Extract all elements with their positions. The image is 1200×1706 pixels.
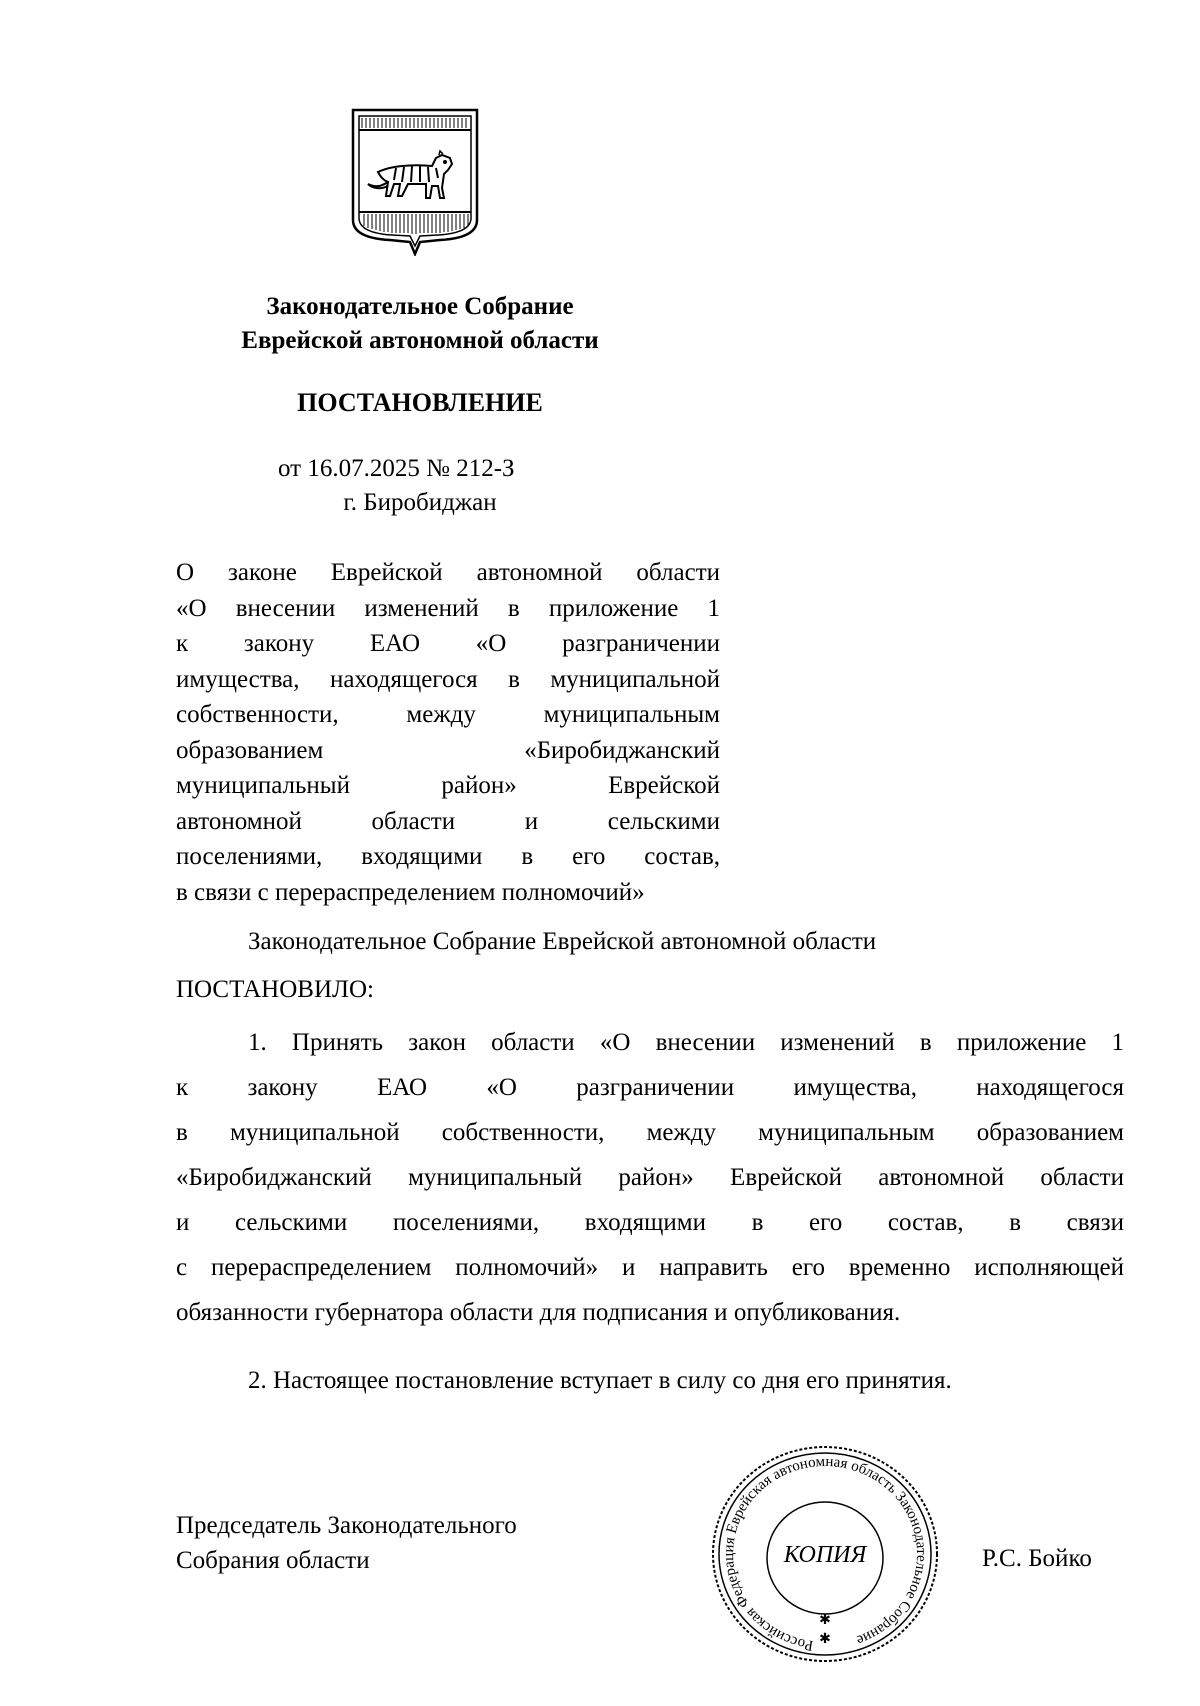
- signatory-title-line-1: Председатель Законодательного: [176, 1512, 517, 1539]
- title-line: муниципальный район» Еврейской: [176, 772, 720, 799]
- seal-star-icon: ✱: [819, 1613, 831, 1628]
- signatory-name: Р.С. Бойко: [982, 1545, 1092, 1572]
- point-2: 2. Настоящее постановление вступает в силу со дня его принятия.: [248, 1367, 952, 1394]
- body-line: 1. Принять закон области «О внесении изменений в приложение 1: [248, 1029, 1124, 1056]
- body-line: и сельскими поселениями, входящими в его состав, в связи: [176, 1209, 1124, 1236]
- title-line: автономной области и сельскими: [176, 807, 720, 835]
- title-line: образованием «Биробиджанский: [176, 736, 720, 764]
- body-line: в муниципальной собственности, между муниципальным образованием: [176, 1119, 1124, 1146]
- body-line: к закону ЕАО «О разграничении имущества, находящегося: [176, 1074, 1124, 1101]
- org-line-2: Еврейской автономной области: [241, 327, 599, 354]
- title-line: поселениями, входящими в его состав,: [176, 843, 720, 870]
- resolved-heading: ПОСТАНОВИЛО:: [176, 976, 374, 1003]
- signatory-title: [176, 1508, 517, 1578]
- body-line: с перераспределением полномочий» и направить его временно исполняющей: [176, 1254, 1124, 1281]
- org-line-1: Законодательное Собрание: [266, 293, 574, 320]
- official-seal-stamp: [703, 1438, 948, 1670]
- resolution-title: [176, 555, 720, 910]
- coat-of-arms-emblem: [350, 108, 480, 256]
- body-line: обязанности губернатора области для подписания и опубликования.: [176, 1299, 901, 1326]
- city: г. Биробиджан: [343, 489, 497, 516]
- preamble: Законодательное Собрание Еврейской автономной области: [248, 928, 877, 955]
- title-line: «О внесении изменений в приложение 1: [176, 594, 720, 622]
- point-1: [176, 1020, 1124, 1335]
- coat-of-arms-icon: [350, 108, 480, 256]
- seal-ring-text: Российская Федерация Еврейская автономная область Законодательное Собрание: [720, 1453, 930, 1654]
- date-number: от 16.07.2025 № 212-З: [278, 455, 515, 482]
- signatory-title-line-2: Собрания области: [176, 1547, 370, 1574]
- title-line: собственности, между муниципальным: [176, 701, 720, 728]
- title-line: к закону ЕАО «О разграничении: [176, 630, 720, 657]
- title-line: О законе Еврейской автономной области: [176, 559, 720, 586]
- issuing-organization: [180, 290, 660, 358]
- title-line: имущества, находящегося в муниципальной: [176, 665, 720, 693]
- seal-center-text: КОПИЯ: [783, 1542, 867, 1568]
- title-line: в связи с перераспределением полномочий»: [176, 878, 645, 906]
- seal-icon: [703, 1438, 948, 1670]
- body-line: «Биробиджанский муниципальный район» Еврейской автономной области: [176, 1164, 1124, 1191]
- seal-star-icon: ✱: [819, 1632, 831, 1647]
- document-type: ПОСТАНОВЛЕНИЕ: [297, 388, 543, 417]
